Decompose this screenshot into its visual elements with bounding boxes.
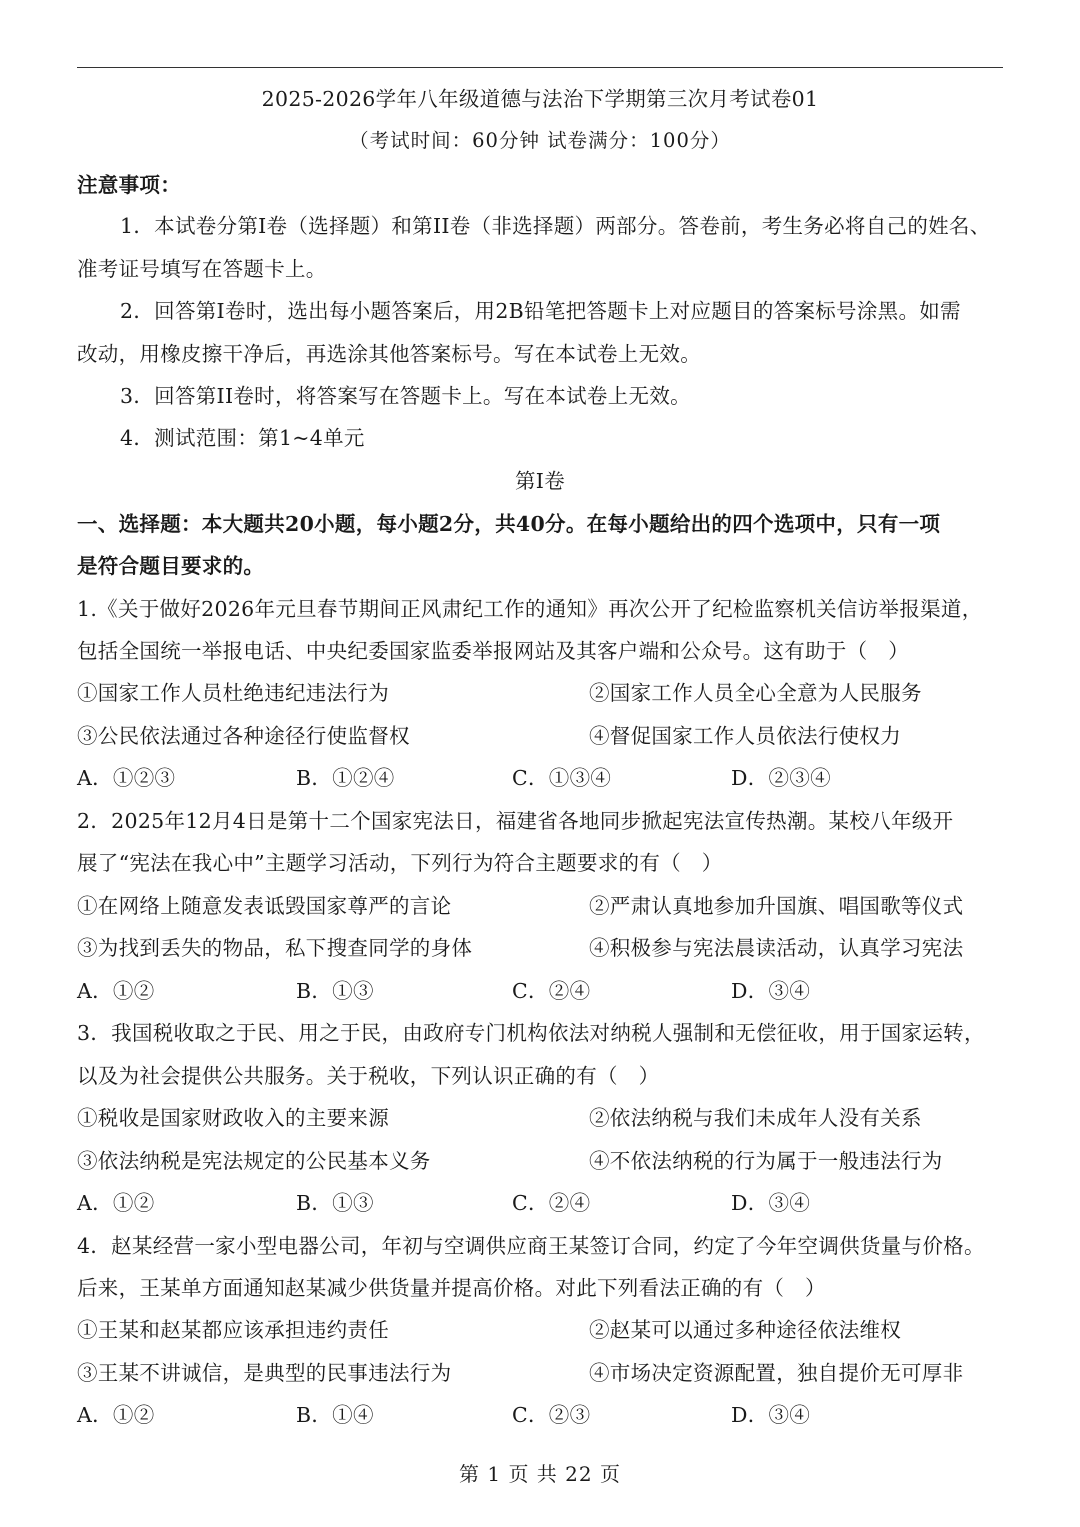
question-3-items-row-1 [77,1103,1003,1133]
question-4-items-row-1 [77,1315,1003,1345]
question-2-choice-c[interactable]: C．②④ [512,979,591,1003]
question-4-item-3: ③王某不讲诚信，是典型的民事违法行为 [77,1361,452,1385]
notice-item-2-line-1: 2．回答第I卷时，选出每小题答案后，用2B铅笔把答题卡上对应题目的答案标号涂黑。如需 [120,299,961,323]
question-1-item-1: ①国家工作人员杜绝违纪违法行为 [77,681,389,705]
notice-item-1-line-1: 1．本试卷分第I卷（选择题）和第II卷（非选择题）两部分。答卷前，考生务必将自己的姓名、 [120,214,991,238]
question-1-choice-a[interactable]: A．①②③ [77,766,176,790]
question-3-choice-a[interactable]: A．①② [77,1191,155,1215]
question-4-item-4: ④市场决定资源配置，独自提价无可厚非 [589,1361,964,1385]
section-instruction-line-1: 一、选择题：本大题共20小题，每小题2分，共40分。在每小题给出的四个选项中，只有一项 [77,512,941,536]
question-2-stem-line-2: 展了“宪法在我心中”主题学习活动，下列行为符合主题要求的有（ ） [77,851,723,875]
question-2-item-2: ②严肃认真地参加升国旗、唱国歌等仪式 [589,894,964,918]
question-4-choice-d[interactable]: D．③④ [731,1403,811,1427]
volume-heading: 第I卷 [515,469,565,493]
question-2-items-row-2 [77,933,1003,963]
question-3-stem-line-2: 以及为社会提供公共服务。关于税收，下列认识正确的有（ ） [77,1064,660,1088]
question-1-choice-c[interactable]: C．①③④ [512,766,612,790]
question-2-choice-d[interactable]: D．③④ [731,979,811,1003]
question-3-stem-line-1: 3．我国税收取之于民、用之于民，由政府专门机构依法对纳税人强制和无偿征收，用于国家运转， [77,1021,985,1045]
question-4-choice-a[interactable]: A．①② [77,1403,155,1427]
question-3-item-1: ①税收是国家财政收入的主要来源 [77,1106,389,1130]
exam-title: 2025-2026学年八年级道德与法治下学期第三次月考试卷01 [261,87,819,111]
page-number: 第 1 页 共 22 页 [459,1462,621,1486]
notice-item-3: 3．回答第II卷时，将答案写在答题卡上。写在本试卷上无效。 [120,384,691,408]
question-2-choice-b[interactable]: B．①③ [296,979,374,1003]
question-4-choice-b[interactable]: B．①④ [296,1403,374,1427]
question-4-item-2: ②赵某可以通过多种途径依法维权 [589,1318,901,1342]
notice-item-2-line-2: 改动，用橡皮擦干净后，再选涂其他答案标号。写在本试卷上无效。 [77,342,701,366]
question-1-item-3: ③公民依法通过各种途径行使监督权 [77,724,410,748]
question-3-item-2: ②依法纳税与我们未成年人没有关系 [589,1106,922,1130]
question-2-item-1: ①在网络上随意发表诋毁国家尊严的言论 [77,894,452,918]
question-1-items-row-1 [77,678,1003,708]
notice-item-4: 4．测试范围：第1~4单元 [120,426,365,450]
question-4-stem-line-2: 后来，王某单方面通知赵某减少供货量并提高价格。对此下列看法正确的有（ ） [77,1276,826,1300]
question-1-item-2: ②国家工作人员全心全意为人民服务 [589,681,922,705]
question-3-item-3: ③依法纳税是宪法规定的公民基本义务 [77,1149,431,1173]
question-4-item-1: ①王某和赵某都应该承担违约责任 [77,1318,389,1342]
section-instruction-line-2: 是符合题目要求的。 [77,554,265,578]
question-3-choice-b[interactable]: B．①③ [296,1191,374,1215]
question-4-choice-c[interactable]: C．②③ [512,1403,591,1427]
question-2-items-row-1 [77,891,1003,921]
question-1-choice-b[interactable]: B．①②④ [296,766,395,790]
question-2-stem-line-1: 2．2025年12月4日是第十二个国家宪法日，福建省各地同步掀起宪法宣传热潮。某校八年级开 [77,809,954,833]
question-1-item-4: ④督促国家工作人员依法行使权力 [589,724,901,748]
question-1-stem-line-1: 1.《关于做好2026年元旦春节期间正风肃纪工作的通知》再次公开了纪检监察机关信访举报渠道， [77,597,983,621]
exam-subtitle: （考试时间：60分钟 试卷满分：100分） [349,129,731,152]
question-2-choice-a[interactable]: A．①② [77,979,155,1003]
question-2-item-4: ④积极参与宪法晨读活动，认真学习宪法 [589,936,964,960]
question-1-items-row-2 [77,721,1003,751]
question-1-stem-line-2: 包括全国统一举报电话、中央纪委国家监委举报网站及其客户端和公众号。这有助于（ ） [77,639,909,663]
notice-heading: 注意事项： [77,173,181,197]
question-3-choice-d[interactable]: D．③④ [731,1191,811,1215]
header-rule [77,67,1003,68]
question-3-items-row-2 [77,1146,1003,1176]
notice-item-1-line-2: 准考证号填写在答题卡上。 [77,257,327,281]
question-3-item-4: ④不依法纳税的行为属于一般违法行为 [589,1149,943,1173]
question-4-stem-line-1: 4．赵某经营一家小型电器公司，年初与空调供应商王某签订合同，约定了今年空调供货量与价格。 [77,1234,985,1258]
question-4-items-row-2 [77,1358,1003,1388]
question-2-item-3: ③为找到丢失的物品，私下搜查同学的身体 [77,936,473,960]
question-1-choice-d[interactable]: D．②③④ [731,766,831,790]
question-3-choice-c[interactable]: C．②④ [512,1191,591,1215]
